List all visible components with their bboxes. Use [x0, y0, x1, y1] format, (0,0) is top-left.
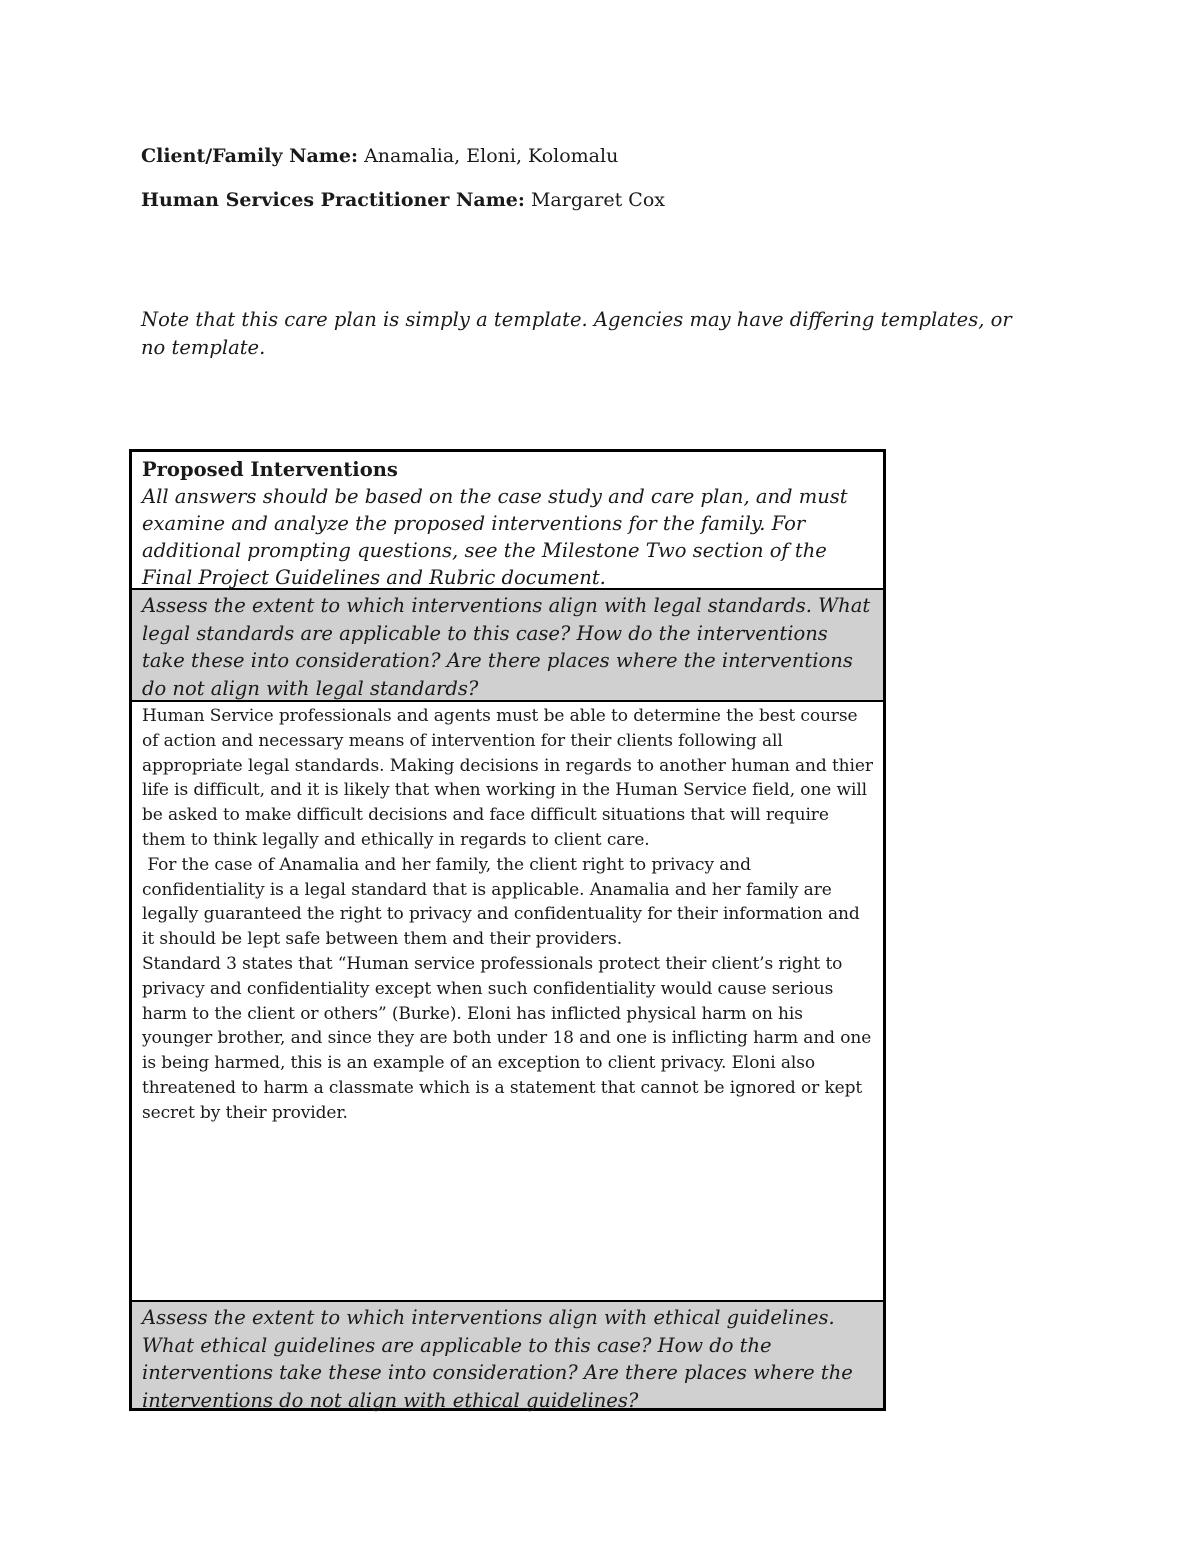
practitioner-name-value: Margaret Cox: [530, 189, 666, 211]
proposed-interventions-table: [129, 449, 886, 1411]
legal-standards-answer: [132, 700, 883, 1300]
practitioner-name-label: Human Services Practitioner Name:: [141, 189, 525, 211]
legal-standards-question: Assess the extent to which interventions align with legal standards. What legal standards are applicable to this case? How do the interventions take these into consideration? Are there places where the interventions do not align with legal standards?: [132, 588, 883, 700]
ethical-guidelines-question: Assess the extent to which interventions align with ethical guidelines. What ethical guidelines are applicable to this case? How do the interventions take these into consideration? Are there places where the interventions do not align with ethical guidelines?: [132, 1300, 883, 1408]
client-family-name-label: Client/Family Name:: [141, 145, 359, 167]
answer-paragraph: Human Service professionals and agents must be able to determine the best course of action and necessary means of intervention for their clients following all appropriate legal standards. Making decisions in regards to another human and thier life is difficult, and it is likely that when working in the Human Service field, one will be asked to make difficult decisions and face difficult situations that will require them to think legally and ethically in regards to client care.: [142, 706, 873, 850]
practitioner-name-line: [141, 187, 665, 213]
template-note: Note that this care plan is simply a template. Agencies may have differing templates, or no template.: [141, 308, 1012, 359]
answer-paragraph: Standard 3 states that “Human service professionals protect their client’s right to privacy and confidentiality except when such confidentiality would cause serious harm to the client or others” (Burke). Eloni has inflicted physical harm on his younger brother, and since they are both under 18 and one is inflicting harm and one is being harmed, this is an example of an exception to client privacy. Eloni also threatened to harm a classmate which is a statement that cannot be ignored or kept secret by their provider.: [142, 953, 872, 1123]
table-title: Proposed Interventions: [142, 458, 398, 481]
client-family-name-value: Anamalia, Eloni, Kolomalu: [364, 145, 619, 167]
client-family-name-line: [141, 143, 618, 169]
answer-paragraph: For the case of Anamalia and her family, the client right to privacy and confidentiality is a legal standard that is applicable. Anamalia and her family are legally guaranteed the right to privacy and confidentuality for their information and it should be lept safe between them and their providers.: [142, 854, 865, 950]
table-intro: All answers should be based on the case study and care plan, and must examine and analyze the proposed interventions for the family. For additional prompting questions, see the Milestone Two section of the Final Project Guidelines and Rubric document.: [142, 485, 848, 589]
table-header-row: [132, 452, 883, 588]
